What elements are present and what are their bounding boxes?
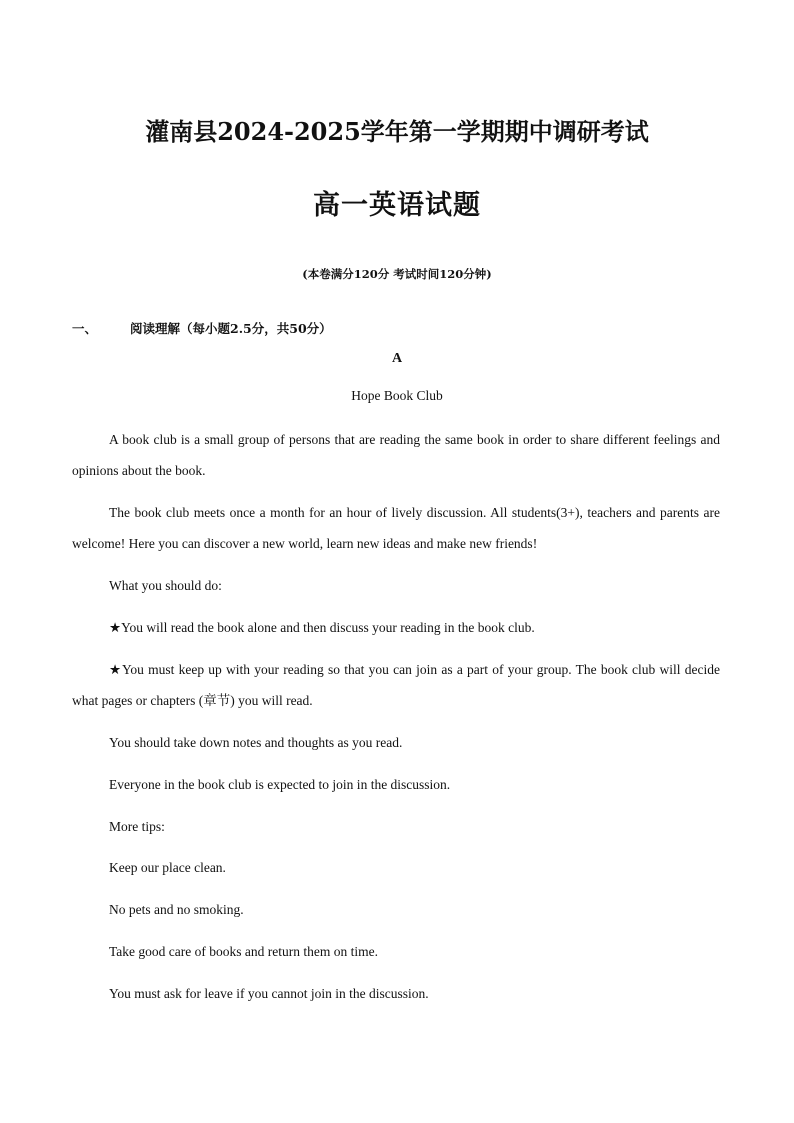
tip-item: Keep our place clean. — [109, 860, 226, 875]
exam-subtitle: 高一英语试题 — [313, 190, 481, 221]
passage-title: Hope Book Club — [351, 388, 443, 403]
passage-part-letter: A — [391, 351, 403, 366]
section-number: 一、 — [72, 321, 98, 336]
tip-item: Take good care of books and return them on time. — [109, 944, 378, 959]
rule-item: ★You must keep up with your reading so that you can join as a part of your group. The book club will decide what pages or chapters (章节) you will read. — [72, 662, 720, 708]
section-title: 阅读理解（每小题2.5分，共50分） — [130, 321, 332, 336]
exam-info: (本卷满分120分 考试时间120分钟) — [302, 267, 492, 281]
passage-paragraph: The book club meets once a month for an hour of lively discussion. All students(3+), teachers and parents are welcome! Here you can discover a new world, learn new ideas and make new friends! — [72, 505, 720, 551]
tip-item: You must ask for leave if you cannot join in the discussion. — [109, 986, 429, 1001]
tip-item: No pets and no smoking. — [109, 902, 244, 917]
rule-item: You should take down notes and thoughts as you read. — [109, 735, 403, 750]
section-heading — [72, 319, 332, 337]
what-to-do-label: What you should do: — [109, 578, 222, 593]
rule-item: ★You will read the book alone and then discuss your reading in the book club. — [109, 620, 535, 635]
tips-label: More tips: — [109, 819, 165, 834]
passage-paragraph: A book club is a small group of persons that are reading the same book in order to share different feelings and opinions about the book. — [72, 432, 720, 478]
rule-item: Everyone in the book club is expected to join in the discussion. — [109, 777, 451, 792]
exam-title: 灌南县2024-2025学年第一学期期中调研考试 — [145, 117, 649, 146]
